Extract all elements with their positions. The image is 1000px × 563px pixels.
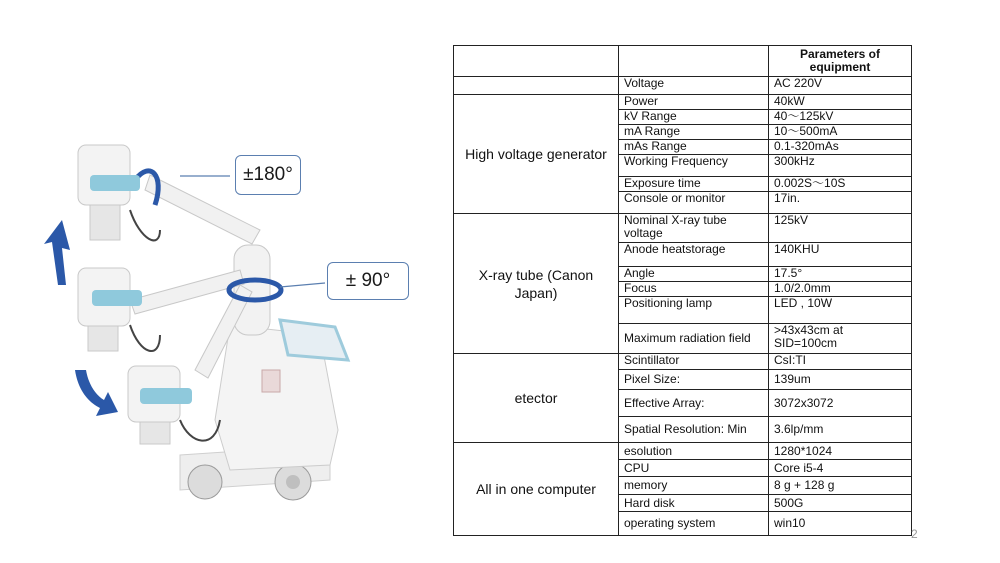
param-value: 10～500mA [769,125,912,140]
group-label: All in one computer [454,443,619,536]
param-label: Power [619,95,769,110]
table-header: Parameters of equipment [769,46,912,77]
param-label: Maximum radiation field [619,324,769,354]
param-value: Core i5-4 [769,460,912,477]
param-label: Anode heatstorage [619,243,769,267]
param-value: 3.6lp/mm [769,417,912,443]
param-value: 500G [769,495,912,512]
param-value: 139um [769,370,912,390]
param-label: Pixel Size: [619,370,769,390]
table-cell [619,46,769,77]
param-value: CsI:TI [769,354,912,370]
table-row [454,354,912,370]
up-arrow-icon [44,220,70,285]
spec-table [453,45,912,536]
group-label: High voltage generator [454,95,619,214]
rotation-180-callout: ±180° [235,155,301,195]
param-label: Effective Array: [619,390,769,417]
param-label: esolution [619,443,769,460]
param-value: AC 220V [769,77,912,95]
table-row [454,443,912,460]
rotation-90-callout: ± 90° [327,262,409,300]
param-label: Angle [619,267,769,282]
down-right-arrow-icon [75,370,118,416]
param-label: Nominal X-ray tube voltage [619,214,769,243]
param-value: 8 g + 128 g [769,477,912,495]
param-value: LED , 10W [769,297,912,324]
param-label: memory [619,477,769,495]
param-label: Positioning lamp [619,297,769,324]
param-value: 300kHz [769,155,912,177]
param-label: mA Range [619,125,769,140]
param-value: 125kV [769,214,912,243]
param-value: 140KHU [769,243,912,267]
param-label: Console or monitor [619,192,769,214]
group-label: X-ray tube (Canon Japan) [454,214,619,354]
param-value: 3072x3072 [769,390,912,417]
table-row [454,214,912,243]
param-label: Scintillator [619,354,769,370]
param-value: 40kW [769,95,912,110]
param-label: CPU [619,460,769,477]
param-value: 0.1-320mAs [769,140,912,155]
param-label: Hard disk [619,495,769,512]
param-value: 1.0/2.0mm [769,282,912,297]
table-row [454,77,912,95]
xray-machine-illustration [30,120,430,520]
group-label: etector [454,354,619,443]
param-value: 1280*1024 [769,443,912,460]
param-value: 17in. [769,192,912,214]
param-value: 40～125kV [769,110,912,125]
page-number: 2 [911,527,918,541]
table-header-row [454,46,912,77]
table-row [454,95,912,110]
table-cell [454,46,619,77]
param-value: 0.002S～10S [769,177,912,192]
param-label: kV Range [619,110,769,125]
param-label: Working Frequency [619,155,769,177]
param-label: mAs Range [619,140,769,155]
param-label: Focus [619,282,769,297]
param-label: Exposure time [619,177,769,192]
group-label [454,77,619,95]
param-label: operating system [619,512,769,536]
param-value: >43x43cm at SID=100cm [769,324,912,354]
param-label: Voltage [619,77,769,95]
param-value: win10 [769,512,912,536]
param-value: 17.5° [769,267,912,282]
param-label: Spatial Resolution: Min [619,417,769,443]
